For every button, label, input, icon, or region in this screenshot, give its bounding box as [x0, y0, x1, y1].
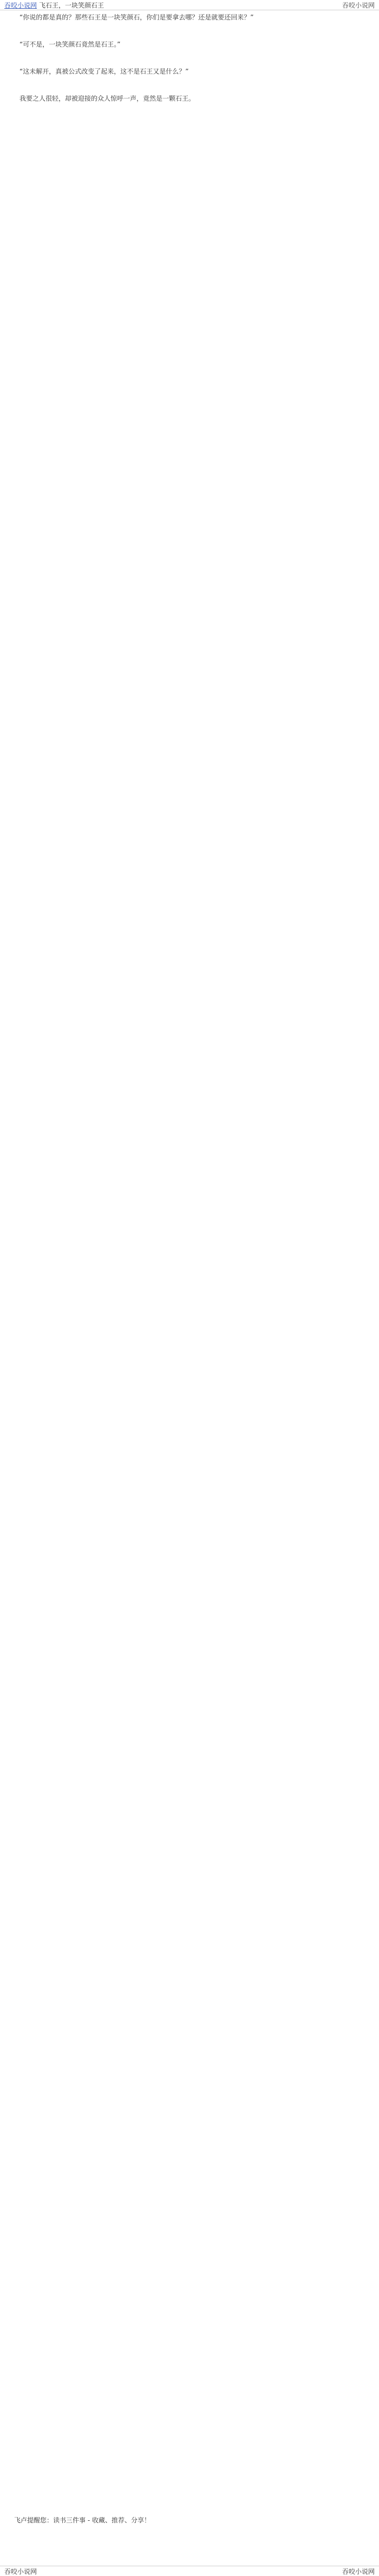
- footer-bar: [0, 2566, 379, 2576]
- site-link[interactable]: 吞咬小说网: [4, 2, 37, 9]
- header-left: [4, 1, 104, 10]
- page-footer: [0, 2511, 379, 2576]
- paragraph: “你说的都是真的？那些石王是一块笑颜石，你们是要拿去哪？还是就要还回来？”: [19, 14, 254, 21]
- paragraph: “这未解开，真被公式改变了起来，这不是石王又是什么？”: [19, 68, 189, 75]
- page-header: [0, 0, 379, 10]
- footer-bar-left: 吞咬小说网: [4, 2567, 37, 2575]
- chapter-content: [0, 12, 379, 120]
- chapter-title: 飞石王，一块笑颜石王: [39, 2, 104, 9]
- footer-bar-right: 吞咬小说网: [342, 2567, 375, 2575]
- paragraph: “可不是，一块笑颜石竟然是石王。”: [19, 41, 121, 48]
- footer-intro: [0, 2515, 379, 2525]
- site-name: 吞咬小说网: [342, 2, 375, 9]
- footer-intro-text: 飞卢提醒您：读书三件事 - 收藏、推荐、分享！: [14, 2516, 151, 2524]
- paragraph: 我要之人很轻，却被迎接的众人惊呼一声，竟然是一颗石王。: [19, 95, 195, 102]
